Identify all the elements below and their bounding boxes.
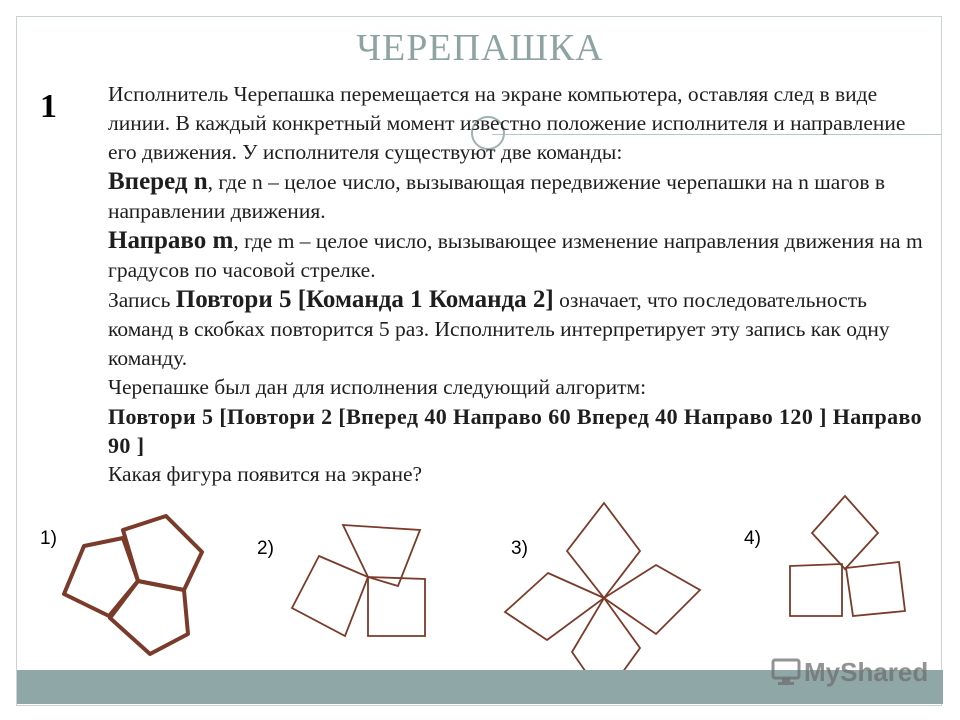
watermark <box>770 652 928 692</box>
option-3-figure <box>505 503 700 698</box>
question: Какая фигура появится на экране? <box>108 462 423 486</box>
right-description: , где m – целое число, вызывающее изменение направления движения на m градусов по часовой стрелке. <box>108 229 923 282</box>
option-3-rhombus-top <box>567 503 640 598</box>
watermark-text: MyShared <box>804 656 929 687</box>
option-1-pentagon-bottom <box>110 581 188 654</box>
option-3-rhombus-left <box>505 573 604 640</box>
option-2-label: 2) <box>257 538 274 559</box>
option-1-pentagon-top <box>123 516 202 590</box>
task-number: 1 <box>40 88 57 125</box>
algorithm-code: Повтори 5 [Повтори 2 [Вперед 40 Направо 60 Вперед 40 Направо 120 ] Направо 90 ] <box>108 404 923 458</box>
right-command: Направо m <box>108 227 234 254</box>
repeat-command: Повтори 5 [Команда 1 Команда 2] <box>175 286 554 313</box>
option-2-square-left <box>292 556 368 636</box>
repeat-prefix: Запись <box>108 288 176 312</box>
repeat-description: означает, что последовательность команд в скобках повторится 5 раз. Исполнитель интерпретирует эту запись как одну команду. <box>108 288 890 370</box>
slide-title: ЧЕРЕПАШКА <box>356 27 604 69</box>
option-3-label: 3) <box>511 538 528 559</box>
option-1-label: 1) <box>40 528 57 549</box>
option-4-square-left <box>790 564 842 616</box>
option-4-rhombus <box>812 496 878 569</box>
option-4-figure <box>790 496 905 616</box>
algorithm-intro: Черепашке был дан для исполнения следующий алгоритм: <box>108 375 647 399</box>
intro-paragraph: Исполнитель Черепашка перемещается на экране компьютера, оставляя след в виде линии. В каждый конкретный момент известно положение исполнителя и направление его движения. У исполнителя существуют две команды: <box>108 82 906 164</box>
forward-description: , где n – целое число, вызывающая передвижение черепашки на n шагов в направлении движения. <box>108 170 886 223</box>
monitor-icon <box>770 657 804 687</box>
option-1-figure <box>64 516 202 654</box>
option-3-rhombus-right <box>604 565 700 634</box>
forward-command: Вперед n <box>108 168 208 195</box>
option-4-label: 4) <box>744 528 761 549</box>
option-2-figure <box>292 525 425 636</box>
option-4-square-right <box>846 562 905 616</box>
